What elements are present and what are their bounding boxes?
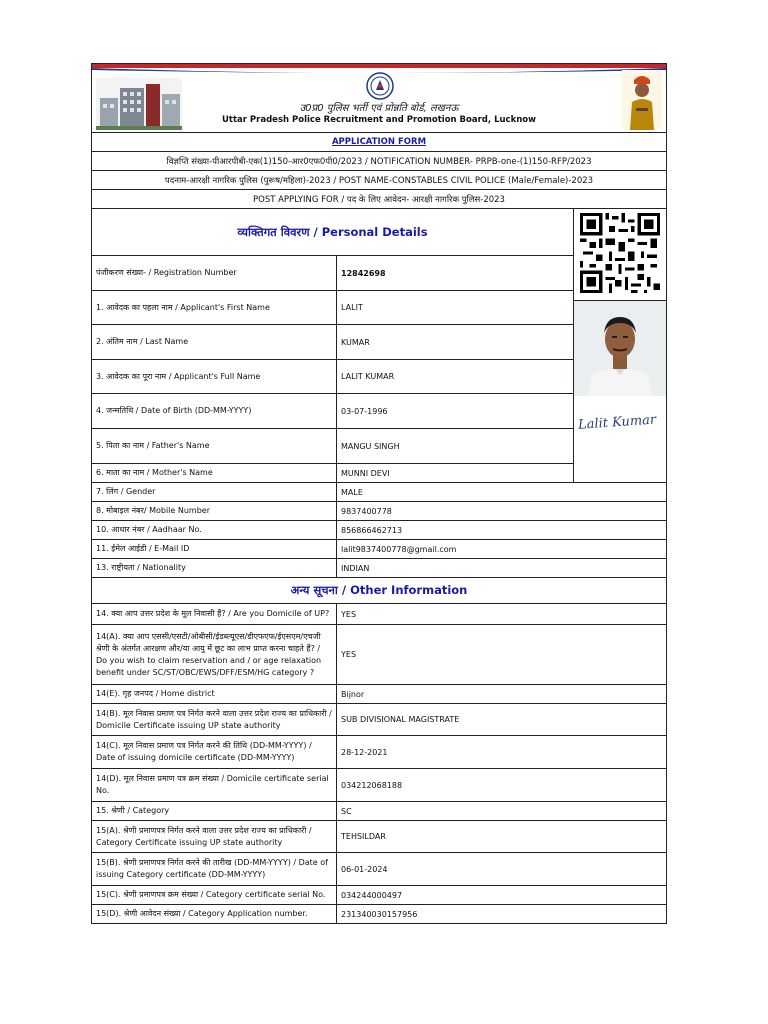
field-label: 15(B). श्रेणी प्रमाणपत्र निर्गत करने की तारीख (DD-MM-YYYY) / Date of issuing Category certificate (DD-MM-YYYY) (92, 853, 337, 885)
other-information-section (92, 604, 666, 923)
table-row (92, 704, 666, 736)
other-information-heading: अन्य सूचना / Other Information (92, 578, 666, 604)
field-label: 10. आधार नंबर / Aadhaar No. (92, 521, 337, 539)
table-row (92, 360, 573, 394)
field-label: 14(B). मूल निवास प्रमाण पत्र निर्गत करने वाला उत्तर प्रदेश राज्य का प्राधिकारी / Domicile Certificate issuing UP state authority (92, 704, 337, 735)
field-label: 13. राष्ट्रीयता / Nationality (92, 559, 337, 577)
table-row (92, 559, 666, 578)
field-value: 03-07-1996 (341, 406, 388, 416)
field-value: YES (341, 650, 357, 659)
field-value: 231340030157956 (341, 909, 418, 919)
table-row (92, 886, 666, 905)
field-label: 3. आवेदक का पूरा नाम / Applicant's Full Name (92, 360, 337, 393)
field-value: SUB DIVISIONAL MAGISTRATE (341, 715, 460, 724)
field-value: MANGU SINGH (341, 441, 400, 451)
table-row (92, 502, 666, 521)
photo-column (574, 209, 666, 482)
post-applying-for: POST APPLYING FOR / पद के लिए आवेदन- आरक्षी नागरिक पुलिस-2023 (92, 190, 666, 209)
form-title: APPLICATION FORM (92, 133, 666, 152)
qr-code-image (580, 213, 660, 293)
table-row (92, 483, 666, 502)
field-label: 2. अंतिम नाम / Last Name (92, 325, 337, 359)
table-row (92, 736, 666, 769)
personal-details-section (92, 209, 666, 483)
field-label: 15(A). श्रेणी प्रमाणपत्र निर्गत करने वाला उत्तर प्रदेश राज्य का प्राधिकारी / Category Certificate issuing UP state authority (92, 821, 337, 852)
table-row (92, 464, 573, 482)
field-value: KUMAR (341, 337, 370, 347)
table-row (92, 291, 573, 325)
signature-text: Lalit Kumar (577, 412, 657, 433)
field-value: TEHSILDAR (341, 832, 386, 841)
field-label: 14(E). गृह जनपद / Home district (92, 685, 337, 703)
table-row (92, 853, 666, 886)
post-name: पदनाम-आरक्षी नागरिक पुलिस (पुरूष/महिला)-2023 / POST NAME-CONSTABLES CIVIL POLICE (Male/Female)-2023 (92, 171, 666, 190)
field-label: 7. लिंग / Gender (92, 483, 337, 501)
table-row (92, 540, 666, 559)
table-row (92, 802, 666, 821)
notification-number: विज्ञप्ति संख्या-पीआरपीबी-एक(1)150-आर0एफ0पी0/2023 / NOTIFICATION NUMBER- PRPB-one-(1)150-RFP/2023 (92, 152, 666, 171)
table-row (92, 821, 666, 853)
field-value: MUNNI DEVI (341, 468, 390, 478)
field-value: YES (341, 609, 357, 619)
field-label: 14(C). मूल निवास प्रमाण पत्र निर्गत करने की तिथि (DD-MM-YYYY) / Date of issuing domicile certificate (DD-MM-YYYY) (92, 736, 337, 768)
field-label: पंजीकरण संख्या- / Registration Number (92, 256, 337, 290)
table-row (92, 394, 573, 429)
field-value: Bijnor (341, 689, 365, 699)
field-label: 14(D). मूल निवास प्रमाण पत्र क्रम संख्या / Domicile certificate serial No. (92, 769, 337, 801)
table-row (92, 769, 666, 802)
table-row (92, 625, 666, 685)
table-row (92, 685, 666, 704)
table-row (92, 521, 666, 540)
table-row (92, 256, 573, 291)
field-label: 14. क्या आप उत्तर प्रदेश के मूल निवासी हैं? / Are you Domicile of UP? (92, 604, 337, 624)
table-row (92, 429, 573, 464)
up-police-emblem-icon (366, 72, 394, 100)
field-label: 5. पिता का नाम / Father's Name (92, 429, 337, 463)
applicant-photo (574, 300, 666, 398)
field-value: LALIT KUMAR (341, 372, 395, 381)
field-label: 6. माता का नाम / Mother's Name (92, 464, 337, 482)
field-value: 28-12-2021 (341, 747, 388, 757)
field-label: 15(D). श्रेणी आवेदन संख्या / Category Application number. (92, 905, 337, 923)
applicant-signature (574, 396, 666, 448)
header-title-hindi: उ0प्र0 पुलिस भर्ती एवं प्रोन्नति बोर्ड, लखनऊ (299, 103, 459, 114)
field-value: INDIAN (341, 563, 370, 573)
registration-number-value: 12842698 (341, 268, 386, 278)
field-value: LALIT (341, 303, 363, 312)
field-value: 856866462713 (341, 525, 403, 535)
field-value: 034244000497 (341, 890, 403, 900)
police-officer-image (622, 70, 662, 130)
form-header (92, 64, 666, 133)
personal-details-heading: व्यक्तिगत विवरण / Personal Details (92, 209, 573, 256)
field-value: 9837400778 (341, 506, 392, 516)
field-label: 11. ईमेल आईडी / E-Mail ID (92, 540, 337, 558)
field-value: 034212068188 (341, 780, 403, 790)
field-label: 14(A). क्या आप एससी/एसटी/ओबीसी/ईडब्ल्यूएस/डीएफएफ/ईएसएम/एचजी श्रेणी के अंतर्गत आरक्षण और/या आयु में छूट का लाभ प्राप्त करना चाहते हैं? / Do you wish to claim reservation and / or age relaxation benefit under SC/ST/OBC/EWS/DFF/ESM/HG category ? (92, 625, 337, 684)
header-title-english: Uttar Pradesh Police Recruitment and Promotion Board, Lucknow (222, 115, 536, 125)
field-label: 15(C). श्रेणी प्रमाणपत्र क्रम संख्या / Category certificate serial No. (92, 886, 337, 904)
table-row (92, 905, 666, 923)
field-label: 1. आवेदक का पहला नाम / Applicant's First Name (92, 291, 337, 324)
table-row (92, 604, 666, 625)
email-value: lalit9837400778@gmail.com (341, 544, 457, 554)
field-value: MALE (341, 487, 363, 497)
field-value: 06-01-2024 (341, 864, 388, 874)
field-label: 15. श्रेणी / Category (92, 802, 337, 820)
field-value: SC (341, 806, 352, 816)
field-label: 4. जन्मतिथि / Date of Birth (DD-MM-YYYY) (92, 394, 337, 428)
table-row (92, 325, 573, 360)
application-form (91, 63, 667, 924)
field-label: 8. मोबाइल नंबर/ Mobile Number (92, 502, 337, 520)
